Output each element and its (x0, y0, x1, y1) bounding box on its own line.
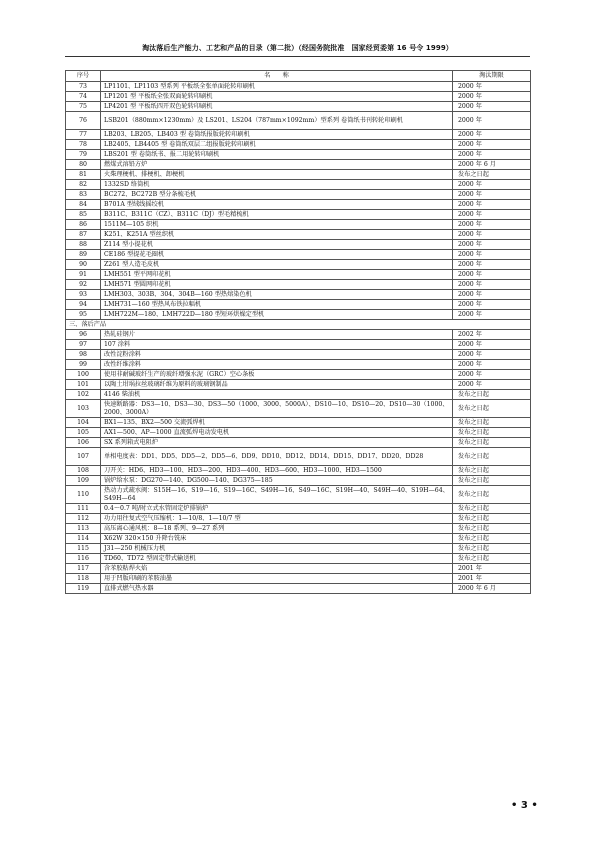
table-row (66, 504, 531, 514)
row-name: 直排式燃气热水器 (101, 584, 453, 594)
row-deadline: 2000 年 (453, 380, 531, 390)
row-number: 74 (66, 92, 101, 102)
row-number: 115 (66, 544, 101, 554)
row-name: SX 系列箱式电阻炉 (101, 438, 453, 448)
row-number: 114 (66, 534, 101, 544)
row-deadline: 2000 年 (453, 230, 531, 240)
page-number: • 3 • (511, 800, 538, 811)
row-name: K251、K251A 型丝织机 (101, 230, 453, 240)
row-deadline: 2000 年 (453, 250, 531, 260)
row-name: LBS201 型 卷筒纸书、报二用轮转印刷机 (101, 150, 453, 160)
table-row (66, 140, 531, 150)
row-deadline: 2000 年 (453, 310, 531, 320)
table-row (66, 370, 531, 380)
row-deadline: 2000 年 (453, 210, 531, 220)
table-row (66, 190, 531, 200)
row-deadline: 发布之日起 (453, 554, 531, 564)
table-row (66, 554, 531, 564)
row-name: X62W 320×150 升降台铣床 (101, 534, 453, 544)
row-number: 90 (66, 260, 101, 270)
table-row (66, 428, 531, 438)
table-row (66, 92, 531, 102)
table-row (66, 290, 531, 300)
row-deadline: 2000 年 (453, 300, 531, 310)
row-number: 97 (66, 340, 101, 350)
row-name: LB203、LB205、LB403 型 卷筒纸报版轮转印刷机 (101, 130, 453, 140)
row-name: 高压离心通风机：8—18 系列、9—27 系列 (101, 524, 453, 534)
row-name: 0.4～0.7 吨/时立式水管固定炉排锅炉 (101, 504, 453, 514)
row-number: 104 (66, 418, 101, 428)
row-name: 刀开关：HD6、HD3—100、HD3—200、HD3—400、HD3—600、HD3—1000、HD3—1500 (101, 466, 453, 476)
row-name: 燃煤式溶铅方炉 (101, 160, 453, 170)
table-row (66, 466, 531, 476)
row-name: LMH731—160 型热风布铁拉幅机 (101, 300, 453, 310)
column-header-name: 名 称 (101, 71, 453, 82)
row-number: 109 (66, 476, 101, 486)
row-deadline: 2000 年 (453, 92, 531, 102)
row-name: J31—250 机械压力机 (101, 544, 453, 554)
row-deadline: 发布之日起 (453, 524, 531, 534)
row-deadline: 2000 年 (453, 290, 531, 300)
row-deadline: 发布之日起 (453, 448, 531, 466)
row-deadline: 发布之日起 (453, 514, 531, 524)
column-header-date: 淘汰期限 (453, 71, 531, 82)
row-deadline: 2001 年 (453, 574, 531, 584)
table-row (66, 310, 531, 320)
row-name: LMH722M—180、LMH722D—180 型短环烘燥定型机 (101, 310, 453, 320)
table-row (66, 438, 531, 448)
row-number: 98 (66, 350, 101, 360)
row-name: CE186 型提花毛圈机 (101, 250, 453, 260)
table-row (66, 112, 531, 130)
row-name: B311C、B311C（CZ）、B311C（DJ）型毛精梳机 (101, 210, 453, 220)
row-number: 113 (66, 524, 101, 534)
row-deadline: 发布之日起 (453, 544, 531, 554)
row-deadline: 2000 年 (453, 370, 531, 380)
row-deadline: 2000 年 (453, 190, 531, 200)
row-number: 82 (66, 180, 101, 190)
row-number: 111 (66, 504, 101, 514)
table-row (66, 150, 531, 160)
row-name: 1511M—105 织机 (101, 220, 453, 230)
row-number: 96 (66, 330, 101, 340)
row-name: 1332SD 络筒机 (101, 180, 453, 190)
table-row (66, 210, 531, 220)
column-header-no: 序号 (66, 71, 101, 82)
row-deadline: 2000 年 (453, 240, 531, 250)
row-number: 80 (66, 160, 101, 170)
row-deadline: 2000 年 (453, 112, 531, 130)
row-name: LSB201（880mm×1230mm）及 LS201、LS204（787mm×1092mm）型系列 卷筒纸书刊转轮印刷机 (101, 112, 453, 130)
row-name: LB2405、LB4405 型 卷筒纸双层二组报版轮转印刷机 (101, 140, 453, 150)
row-name: Z261 型人造毛皮机 (101, 260, 453, 270)
row-deadline: 2000 年 (453, 260, 531, 270)
table-row (66, 544, 531, 554)
row-deadline: 2002 年 (453, 330, 531, 340)
row-number: 78 (66, 140, 101, 150)
table-row (66, 300, 531, 310)
row-deadline: 2000 年 (453, 280, 531, 290)
row-name: LMH303、303B、304、304B—160 型热熔染色机 (101, 290, 453, 300)
row-name: 快速断路器：DS3—10、DS3—30、DS3—50（1000、3000、5000A）、DS10—10、DS10—20、DS10—30（1000、2000、3000A） (101, 400, 453, 418)
table-row (66, 250, 531, 260)
row-number: 76 (66, 112, 101, 130)
table-row (66, 574, 531, 584)
table-row (66, 130, 531, 140)
row-name: 改性淀粉涂料 (101, 350, 453, 360)
table-row (66, 220, 531, 230)
row-deadline: 发布之日起 (453, 534, 531, 544)
table-row (66, 514, 531, 524)
row-name: TD60、TD72 型固定带式输送机 (101, 554, 453, 564)
row-deadline: 发布之日起 (453, 438, 531, 448)
row-name: LMH571 型圆网印花机 (101, 280, 453, 290)
row-number: 75 (66, 102, 101, 112)
row-deadline: 2000 年 (453, 140, 531, 150)
table-row (66, 380, 531, 390)
row-number: 107 (66, 448, 101, 466)
row-deadline: 发布之日起 (453, 170, 531, 180)
table-row (66, 390, 531, 400)
row-number: 99 (66, 360, 101, 370)
row-name: 含苯胶粘焊火焰 (101, 564, 453, 574)
row-deadline: 2000 年 (453, 360, 531, 370)
page-header: 淘汰落后生产能力、工艺和产品的目录（第二批）（经国务院批准 国家经贸委第 16 号令 1999） (142, 44, 453, 52)
row-number: 73 (66, 82, 101, 92)
row-number: 112 (66, 514, 101, 524)
row-deadline: 发布之日起 (453, 428, 531, 438)
table-row (66, 280, 531, 290)
row-number: 83 (66, 190, 101, 200)
row-name: 单相电度表：DD1、DD5、DD5—2、DD5—6、DD9、DD10、DD12、DD14、DD15、DD17、DD20、DD28 (101, 448, 453, 466)
row-number: 92 (66, 280, 101, 290)
row-number: 105 (66, 428, 101, 438)
row-number: 77 (66, 130, 101, 140)
row-name: 用于凹版印刷的苯胺油墨 (101, 574, 453, 584)
row-number: 87 (66, 230, 101, 240)
row-number: 117 (66, 564, 101, 574)
row-name: LP1101、LP1103 型系列 平板纸全张单面轮转印刷机 (101, 82, 453, 92)
row-number: 100 (66, 370, 101, 380)
table-row (66, 448, 531, 466)
row-name: 火柴理梗机、排梗机、卸梗机 (101, 170, 453, 180)
row-name: 热轧硅钢片 (101, 330, 453, 340)
table-header-row (66, 71, 531, 82)
table-row (66, 330, 531, 340)
row-deadline: 发布之日起 (453, 390, 531, 400)
row-deadline: 发布之日起 (453, 504, 531, 514)
row-deadline: 发布之日起 (453, 400, 531, 418)
row-deadline: 2000 年 (453, 270, 531, 280)
row-deadline: 2000 年 (453, 130, 531, 140)
table-row (66, 270, 531, 280)
table-row (66, 200, 531, 210)
row-number: 102 (66, 390, 101, 400)
row-number: 116 (66, 554, 101, 564)
table-section-row (66, 320, 531, 330)
table-row (66, 400, 531, 418)
row-name: 使用非耐碱玻纤生产的玻纤增强水泥（GRC）空心条板 (101, 370, 453, 380)
table-row (66, 160, 531, 170)
row-number: 101 (66, 380, 101, 390)
row-number: 85 (66, 210, 101, 220)
row-name: LP1201 型 平板纸全张双面轮转印刷机 (101, 92, 453, 102)
header-rule (65, 56, 530, 57)
row-name: LMH551 型平网印花机 (101, 270, 453, 280)
table-row (66, 82, 531, 92)
row-deadline: 发布之日起 (453, 466, 531, 476)
table-row (66, 524, 531, 534)
elimination-table (65, 70, 531, 594)
row-number: 95 (66, 310, 101, 320)
row-name: 107 涂料 (101, 340, 453, 350)
table-row (66, 240, 531, 250)
row-deadline: 发布之日起 (453, 486, 531, 504)
row-number: 89 (66, 250, 101, 260)
table-row (66, 534, 531, 544)
table-row (66, 170, 531, 180)
row-name: LP4201 型 平板纸四开双色轮转印刷机 (101, 102, 453, 112)
row-number: 79 (66, 150, 101, 160)
row-deadline: 2000 年 6 月 (453, 584, 531, 594)
table-row (66, 180, 531, 190)
row-number: 88 (66, 240, 101, 250)
row-name: 功力用往复式空气压缩机：1—10/8、1—10/7 型 (101, 514, 453, 524)
table-row (66, 476, 531, 486)
row-number: 110 (66, 486, 101, 504)
row-name: Z114 型小提花机 (101, 240, 453, 250)
row-name: 以陶土坩埚拉丝玻璃纤维为原料的玻璃钢制品 (101, 380, 453, 390)
table-row (66, 350, 531, 360)
row-name: AX1—500、AP—1000 直流弧焊电动发电机 (101, 428, 453, 438)
table-row (66, 260, 531, 270)
row-deadline: 2000 年 (453, 82, 531, 92)
row-name: 热动力式疏水阀：S15H—16、S19—16、S19—16C、S49H—16、S49—16C、S19H—40、S49H—40、S19H—64、S49H—64 (101, 486, 453, 504)
row-name: B701A 型绒线摇绞机 (101, 200, 453, 210)
row-deadline: 2000 年 6 月 (453, 160, 531, 170)
row-number: 93 (66, 290, 101, 300)
row-name: 锅炉给水泵：DG270—140、DG500—140、DG375—185 (101, 476, 453, 486)
table-row (66, 340, 531, 350)
row-number: 81 (66, 170, 101, 180)
row-number: 106 (66, 438, 101, 448)
row-number: 103 (66, 400, 101, 418)
row-number: 118 (66, 574, 101, 584)
row-name: 4146 柴油机 (101, 390, 453, 400)
row-deadline: 发布之日起 (453, 476, 531, 486)
row-deadline: 2000 年 (453, 102, 531, 112)
table-row (66, 584, 531, 594)
table-row (66, 564, 531, 574)
row-deadline: 2000 年 (453, 180, 531, 190)
row-name: BC272、BC272B 型分条梳毛机 (101, 190, 453, 200)
table-row (66, 418, 531, 428)
row-deadline: 2000 年 (453, 220, 531, 230)
table-row (66, 102, 531, 112)
row-deadline: 2000 年 (453, 150, 531, 160)
row-deadline: 发布之日起 (453, 418, 531, 428)
row-deadline: 2000 年 (453, 350, 531, 360)
row-name: 改性纤维涂料 (101, 360, 453, 370)
row-deadline: 2000 年 (453, 340, 531, 350)
row-number: 84 (66, 200, 101, 210)
table-row (66, 486, 531, 504)
row-name: BX1—135、BX2—500 交流弧焊机 (101, 418, 453, 428)
row-deadline: 2001 年 (453, 564, 531, 574)
table-row (66, 230, 531, 240)
row-number: 86 (66, 220, 101, 230)
row-number: 108 (66, 466, 101, 476)
table-row (66, 360, 531, 370)
row-number: 91 (66, 270, 101, 280)
row-number: 119 (66, 584, 101, 594)
section-label: 三、落后产品 (66, 320, 531, 330)
row-number: 94 (66, 300, 101, 310)
row-deadline: 2000 年 (453, 200, 531, 210)
